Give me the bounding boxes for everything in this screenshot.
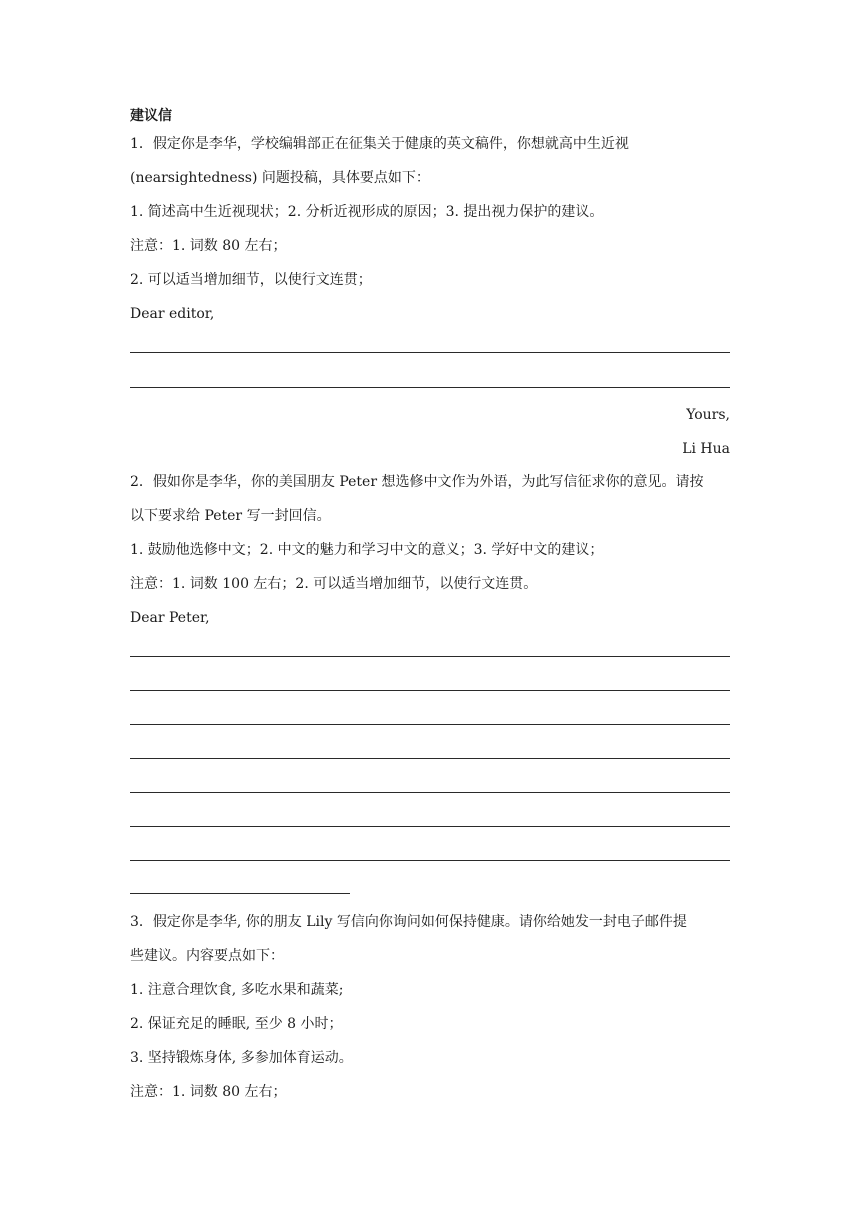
q3-prompt-line-1: 3．假定你是李华, 你的朋友 Lily 写信向你询问如何保持健康。请你给她发一封电子邮件提: [130, 914, 687, 930]
q1-prompt-line-2: (nearsightedness) 问题投稿，具体要点如下：: [130, 170, 430, 186]
q1-note-1: 注意：1. 词数 80 左右；: [130, 238, 287, 254]
q2-answer-line-short: [130, 893, 350, 894]
q2-answer-line: [130, 792, 730, 793]
q2-prompt-line-2: 以下要求给 Peter 写一封回信。: [130, 508, 331, 524]
q1-answer-line: [130, 352, 730, 353]
q2-answer-line: [130, 758, 730, 759]
q1-note-2: 2. 可以适当增加细节，以使行文连贯；: [130, 272, 372, 288]
q3-note-1: 注意：1. 词数 80 左右；: [130, 1084, 287, 1100]
q1-signature: Li Hua: [682, 441, 730, 457]
q1-prompt-line-1: 1．假定你是李华，学校编辑部正在征集关于健康的英文稿件，你想就高中生近视: [130, 136, 629, 152]
q2-prompt-line-1: 2．假如你是李华，你的美国朋友 Peter 想选修中文作为外语，为此写信征求你的意见。请按: [130, 474, 704, 490]
q2-answer-line: [130, 656, 730, 657]
q1-key-points: 1. 简述高中生近视现状；2. 分析近视形成的原因；3. 提出视力保护的建议。: [130, 204, 604, 220]
q2-answer-line: [130, 860, 730, 861]
q2-note: 注意：1. 词数 100 左右；2. 可以适当增加细节，以使行文连贯。: [130, 576, 538, 592]
q1-closing: Yours,: [686, 407, 730, 423]
q3-point-3: 3. 坚持锻炼身体, 多参加体育运动。: [130, 1050, 353, 1066]
q1-salutation: Dear editor,: [130, 306, 215, 322]
q2-answer-line: [130, 690, 730, 691]
q3-point-2: 2. 保证充足的睡眠, 至少 8 小时；: [130, 1016, 343, 1032]
q1-answer-line: [130, 387, 730, 388]
q2-answer-line: [130, 826, 730, 827]
q3-prompt-line-2: 些建议。内容要点如下：: [130, 948, 284, 964]
q3-point-1: 1. 注意合理饮食, 多吃水果和蔬菜;: [130, 982, 344, 998]
q2-answer-line: [130, 724, 730, 725]
q2-key-points: 1. 鼓励他选修中文；2. 中文的魅力和学习中文的意义；3. 学好中文的建议；: [130, 542, 604, 558]
q2-salutation: Dear Peter,: [130, 610, 210, 626]
section-heading: 建议信: [130, 108, 172, 124]
